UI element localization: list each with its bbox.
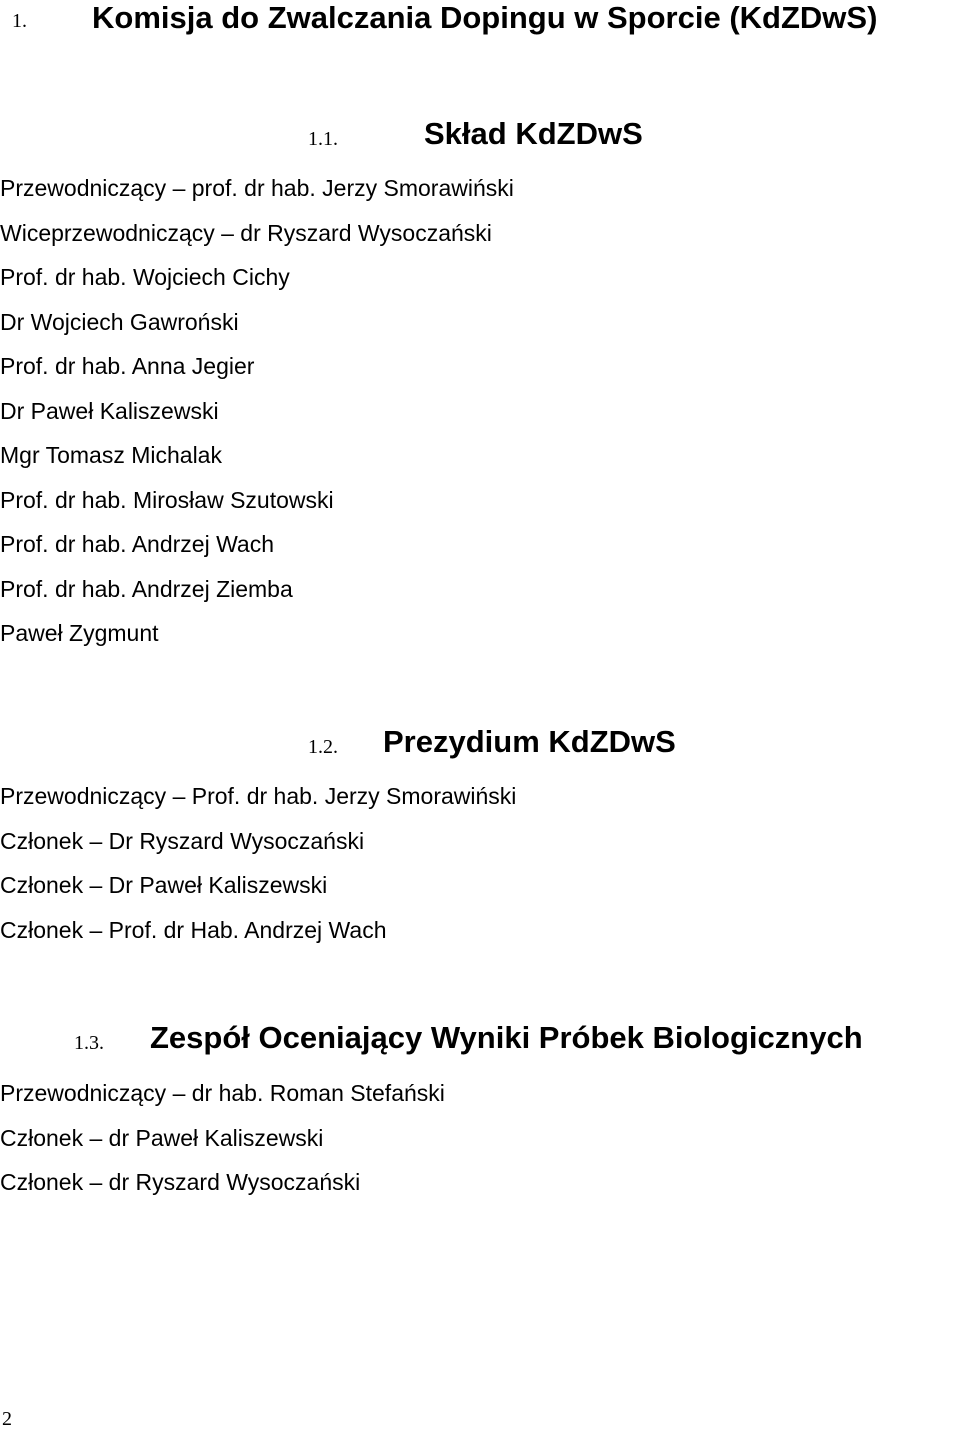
- list-item: Paweł Zygmunt: [0, 620, 159, 646]
- member-list-zespol: [0, 1078, 445, 1212]
- list-item: Przewodniczący – dr hab. Roman Stefański: [0, 1080, 445, 1106]
- list-item: Przewodniczący – Prof. dr hab. Jerzy Smorawiński: [0, 783, 517, 809]
- page-number: 2: [2, 1408, 12, 1430]
- list-item: Przewodniczący – prof. dr hab. Jerzy Smorawiński: [0, 175, 514, 201]
- main-heading-title: Komisja do Zwalczania Dopingu w Sporcie (KdZDwS): [92, 0, 878, 35]
- main-heading: [0, 0, 960, 40]
- section-heading-zespol: [0, 1020, 960, 1060]
- member-list-sklad: [0, 173, 514, 663]
- list-item: Dr Paweł Kaliszewski: [0, 397, 219, 424]
- list-item: Prof. dr hab. Anna Jegier: [0, 353, 255, 379]
- list-item: Prof. dr hab. Wojciech Cichy: [0, 264, 290, 290]
- list-item: Prof. dr hab. Andrzej Ziemba: [0, 575, 293, 602]
- main-heading-number: 1.: [12, 10, 27, 32]
- list-item: Wiceprzewodniczący – dr Ryszard Wysoczański: [0, 219, 492, 246]
- section-number: 1.1.: [308, 128, 338, 150]
- list-item: Prof. dr hab. Andrzej Wach: [0, 531, 275, 557]
- list-item: Członek – Dr Paweł Kaliszewski: [0, 872, 328, 898]
- section-heading-sklad: [0, 116, 960, 156]
- section-title: Zespół Oceniający Wyniki Próbek Biologicznych: [150, 1020, 863, 1055]
- section-title: Prezydium KdZDwS: [383, 724, 676, 759]
- list-item: Członek – Prof. dr Hab. Andrzej Wach: [0, 916, 387, 943]
- section-number: 1.3.: [74, 1032, 104, 1054]
- list-item: Dr Wojciech Gawroński: [0, 308, 239, 335]
- section-number: 1.2.: [308, 736, 338, 758]
- list-item: Członek – dr Paweł Kaliszewski: [0, 1124, 324, 1151]
- list-item: Mgr Tomasz Michalak: [0, 442, 222, 468]
- list-item: Członek – dr Ryszard Wysoczański: [0, 1169, 361, 1195]
- list-item: Prof. dr hab. Mirosław Szutowski: [0, 486, 334, 513]
- section-title: Skład KdZDwS: [424, 116, 643, 151]
- section-heading-prezydium: [0, 724, 960, 764]
- list-item: Członek – Dr Ryszard Wysoczański: [0, 827, 365, 854]
- member-list-prezydium: [0, 781, 516, 959]
